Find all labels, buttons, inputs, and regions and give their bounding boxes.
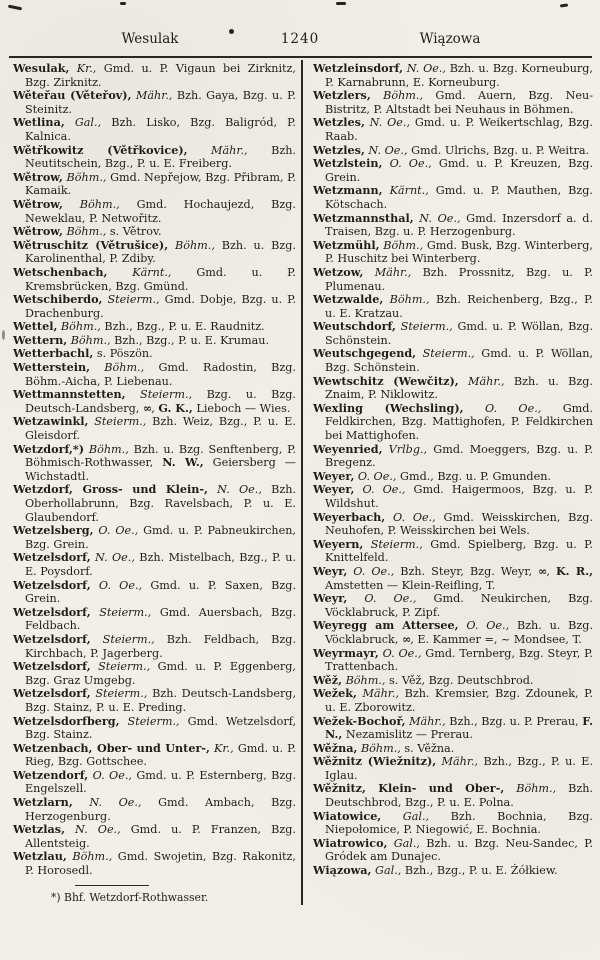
entry-bold-text: Weyern,: [313, 536, 364, 551]
gazetteer-entry: [13, 579, 296, 606]
entry-text: Bzh., Bzg., P. u. E. Iglau.: [325, 755, 594, 782]
entry-text: Gmd. Ambach, Bzg. Herzogenburg.: [25, 796, 296, 823]
entry-region-abbrev: O. Oe.,: [385, 510, 436, 524]
entry-text: s. Pöszön.: [93, 347, 153, 361]
entry-bold-text: Weutschdorf,: [313, 319, 396, 334]
entry-region-abbrev: Steierm.,: [363, 537, 423, 551]
entry-text: , E. Kammer =, ~ Mondsee, T.: [410, 632, 582, 646]
entry-region-abbrev: N. Oe.,: [364, 143, 408, 157]
gazetteer-entry: [313, 619, 593, 646]
entry-text: Nezamislitz — Prerau.: [342, 728, 473, 742]
entry-bold-text: Wewtschitz (Wewčitz),: [313, 373, 459, 388]
entry-region-abbrev: Böhm.,: [66, 850, 113, 864]
entry-text: Gmd. u. P. Franzen, Bzg. Allentsteig.: [25, 823, 296, 850]
entry-region-abbrev: Kärnt.,: [382, 184, 429, 198]
entry-text: Gmd. Auersbach, Bzg. Feldbach.: [25, 605, 297, 633]
entry-text: Bzh. u. Bzg. Senftenberg, P. Böhmisch-Rothwasser,: [25, 442, 296, 470]
entry-bold-text: Wetzelsberg,: [13, 523, 94, 538]
gazetteer-entry: [13, 415, 296, 442]
gazetteer-entry: [13, 769, 296, 796]
entry-text: Bzh. Feldbach, Bzg. Kirchbach, P. Jagerberg.: [25, 632, 297, 660]
gazetteer-entry: [13, 144, 296, 171]
entry-bold-text: Weyregg am Attersee,: [313, 618, 459, 633]
entry-region-abbrev: Mähr.,: [436, 755, 479, 769]
entry-bold-text: Weyenried,: [313, 441, 383, 456]
entry-region-abbrev: O. Oe.,: [382, 157, 432, 171]
gazetteer-entry: [313, 483, 593, 510]
gazetteer-entry: [13, 524, 296, 551]
entry-region-abbrev: Steierm.,: [90, 632, 155, 646]
header-first-entry: Wesulak: [121, 31, 179, 47]
column-divider: [301, 60, 303, 905]
entry-text: Gmd. Inzersdorf a. d. Traisen, Bzg. u. P. Herzogenburg.: [325, 211, 593, 239]
entry-text: Bzh. Reichenberg, Bzg., P. u. E. Kratzau.: [325, 293, 593, 320]
entry-text: Bzh. Deutsch-Landsberg, Bzg. Stainz, P. u. E. Preding.: [25, 687, 297, 714]
gazetteer-entry: [13, 687, 296, 714]
gazetteer-entry: [13, 89, 296, 116]
entry-bold-text: Wetschenbach,: [13, 264, 108, 279]
entry-text: Gmd. Ulrichs, Bzg. u. P. Weitra.: [407, 143, 590, 157]
gazetteer-entry: [313, 687, 593, 714]
entry-region-abbrev: Steierm.,: [416, 347, 475, 361]
entry-region-abbrev: O. Oe.,: [347, 564, 395, 578]
entry-bold-text: Wetzelsdorf,: [13, 659, 91, 674]
entry-region-abbrev: O. Oe.,: [354, 469, 397, 483]
entry-region-abbrev: Steierm.,: [90, 660, 151, 674]
entry-bold-text: Wetlina,: [13, 115, 65, 130]
gazetteer-entry: [313, 116, 593, 143]
entry-bold-text: Wetzdorf,*): [13, 441, 85, 456]
column-right: [313, 62, 593, 878]
column-left: [13, 62, 296, 904]
entry-text: Gmd. Dobje, Bzg. u. P. Drachenburg.: [25, 293, 297, 320]
gazetteer-entry: [13, 443, 296, 484]
entry-bold-text: Wetzdorf, Gross- und Klein-,: [13, 482, 208, 497]
gazetteer-entry: [13, 483, 296, 524]
entry-text: Bzh., Bzg., P. u. E. Krumau.: [110, 333, 270, 347]
scan-speck: [120, 2, 126, 5]
entry-bold-text: Wetzelsdorf,: [13, 604, 91, 619]
gazetteer-entry: [313, 864, 593, 878]
entry-bold-text: Weyr,: [313, 563, 348, 578]
gazetteer-entry: [313, 647, 593, 674]
entry-text: Gmd. u. P. Kremsbrücken, Bzg. Gmünd.: [25, 265, 296, 293]
entry-bold-text: Wetzlas,: [13, 822, 65, 837]
entry-text: Gmd. u. P. Mauthen, Bzg. Kötschach.: [325, 184, 593, 211]
gazetteer-entry: [313, 184, 593, 211]
entry-region-abbrev: Böhm.,: [379, 238, 424, 252]
entry-region-abbrev: Böhm.,: [62, 225, 107, 239]
gazetteer-entry: [313, 89, 593, 116]
gazetteer-entry: [13, 293, 296, 320]
gazetteer-entry: [313, 565, 593, 592]
entry-text: Bzh. Bochnia, Bzg. Niepołomice, P. Niegowić, E. Bochnia.: [325, 809, 593, 837]
entry-region-abbrev: Steierm.,: [395, 320, 453, 334]
entry-bold-text: Wěž,: [313, 672, 343, 687]
gazetteer-entry: [313, 810, 593, 837]
entry-text: Gmd. u. P. Saxen, Bzg. Grein.: [25, 578, 296, 606]
entry-region-abbrev: Kr.,: [69, 62, 97, 75]
gazetteer-entry: [313, 375, 593, 402]
gazetteer-entry: [13, 715, 296, 742]
page-number: 1240: [280, 31, 320, 47]
gazetteer-entry: [313, 837, 593, 864]
entry-bold-text: Wiatowice,: [313, 808, 382, 823]
entry-region-abbrev: Gal.,: [64, 116, 102, 130]
entry-text: Bzh. Oberhollabrunn, Bzg. Ravelsbach, P. u. E. Glaubendorf.: [25, 483, 296, 524]
entry-bold-text: Wiatrowico,: [313, 835, 388, 850]
entry-text: Gmd. Moeggers, Bzg. u. P. Bregenz.: [325, 442, 593, 470]
entry-text: Gmd. Spielberg, Bzg. u. P. Knittelfeld.: [325, 537, 593, 565]
entry-region-abbrev: Böhm.,: [168, 238, 215, 252]
gazetteer-entry: [13, 742, 296, 769]
entry-bold-text: Wetzmann,: [313, 183, 383, 198]
gazetteer-entry: [313, 538, 593, 565]
entry-text: Gmd. u. P. Pabneukirchen, Bzg. Grein.: [25, 524, 296, 551]
footnote-rule: [75, 885, 149, 886]
entry-text: Gmd. Hochaujezd, Bzg. Neweklau, P. Netwořitz.: [25, 197, 296, 225]
entry-bold-text: Wettmannstetten,: [13, 387, 126, 402]
gazetteer-entry: [13, 796, 296, 823]
entry-text: Gmd. u. P. Wöllan, Bzg. Schönstein.: [325, 347, 594, 375]
entry-bold-text: Wetzelsdorfberg,: [13, 713, 120, 728]
gazetteer-entry: [313, 239, 593, 266]
entry-text: Gmd. Wetzelsdorf, Bzg. Stainz.: [25, 714, 296, 742]
entry-bold-text: Weyerbach,: [313, 509, 386, 524]
entry-bold-text: Wexling (Wechsling),: [313, 400, 464, 415]
railway-icon: ∞: [401, 631, 411, 646]
entry-region-abbrev: Böhm.,: [89, 361, 145, 375]
entry-bold-text: Wetzles,: [313, 142, 365, 157]
entry-bold-text: F. N.,: [325, 713, 593, 742]
entry-text: s. Věž, Bzg. Deutschbrod.: [385, 673, 534, 687]
gazetteer-entry: [13, 660, 296, 687]
scan-speck: [336, 2, 346, 5]
entry-region-abbrev: Kr.,: [209, 741, 234, 755]
entry-bold-text: Wežek,: [313, 686, 357, 701]
gazetteer-entry: [13, 320, 296, 334]
entry-region-abbrev: Gal.,: [371, 864, 402, 878]
entry-text: Amstetten — Klein-Reifling, T.: [325, 578, 496, 592]
entry-text: Bzh. u. Bzg. Znaim, P. Niklowitz.: [325, 374, 593, 402]
gazetteer-entry: [13, 388, 296, 415]
entry-region-abbrev: Steierm.,: [102, 293, 160, 307]
entry-region-abbrev: O. Oe.,: [354, 483, 406, 497]
entry-text: Geiersberg — Wichstadtl.: [25, 456, 296, 483]
entry-text: ,: [546, 564, 556, 578]
entry-region-abbrev: Böhm.,: [62, 197, 120, 211]
entry-region-abbrev: Böhm.,: [383, 293, 430, 307]
entry-region-abbrev: Mähr.,: [363, 265, 412, 279]
entry-bold-text: Weutschgegend,: [313, 346, 417, 361]
entry-region-abbrev: O. Oe.,: [463, 401, 542, 415]
entry-bold-text: Wetzelsdorf,: [13, 550, 91, 565]
entry-bold-text: Wetzow,: [313, 264, 364, 279]
gazetteer-entry: [313, 742, 593, 756]
gazetteer-entry: [13, 361, 296, 388]
header-rule: [9, 56, 592, 58]
entry-text: Bzh. Neutitschein, Bzg., P. u. E. Freiberg.: [25, 143, 296, 171]
gazetteer-entry: [13, 266, 296, 293]
gazetteer-entry: [13, 225, 296, 239]
entry-bold-text: Wetzleinsdorf,: [313, 61, 403, 75]
entry-bold-text: Wětrow,: [13, 169, 63, 184]
entry-bold-text: Wesulak,: [13, 61, 70, 75]
entry-region-abbrev: Böhm.,: [342, 673, 386, 687]
entry-region-abbrev: Böhm.,: [84, 442, 129, 456]
entry-region-abbrev: Mähr.,: [356, 687, 400, 701]
entry-bold-text: Wětřkowitz (Větřkovice),: [13, 142, 188, 157]
entry-text: Bzh. Steyr, Bzg. Weyr,: [394, 564, 539, 578]
entry-bold-text: Wetzlstein,: [313, 156, 383, 171]
entry-region-abbrev: Mähr.,: [187, 143, 248, 157]
entry-region-abbrev: Vrlbg.,: [382, 442, 428, 456]
gazetteer-entry: [313, 293, 593, 320]
entry-text: Gmd. u. P. Esternberg, Bzg. Engelszell.: [25, 768, 296, 796]
entry-text: Gmd. Ternberg, Bzg. Steyr, P. Trattenbach.: [325, 646, 593, 674]
entry-text: Bzh. u. Bzg. Korneuburg, P. Karnabrunn, E. Korneuburg.: [325, 62, 593, 89]
entry-region-abbrev: O. Oe.,: [378, 646, 422, 660]
entry-region-abbrev: Steierm.,: [125, 388, 193, 402]
gazetteer-entry: [313, 320, 593, 347]
entry-text: Gmd. u. P. Wöllan, Bzg. Schönstein.: [325, 320, 594, 347]
entry-text: Gmd. Busk, Bzg. Winterberg, P. Huschitz bei Winterberg.: [325, 238, 593, 266]
entry-text: Gmd. u. P. Rieg, Bzg. Gottschee.: [25, 741, 296, 769]
gazetteer-entry: [313, 782, 593, 809]
entry-bold-text: Wěteřau (Věteřov),: [13, 88, 132, 103]
header-last-entry: Wiązowa: [419, 31, 481, 47]
entry-bold-text: Weyr,: [313, 591, 348, 606]
entry-bold-text: Wetschiberdo,: [13, 292, 103, 307]
gazetteer-entry: [313, 157, 593, 184]
entry-region-abbrev: Mähr.,: [131, 89, 173, 103]
entry-region-abbrev: Steierm.,: [119, 714, 180, 728]
entry-text: Bzh. u. Bzg. Vöcklabruck,: [325, 619, 594, 646]
entry-text: Gmd. Swojetin, Bzg. Rakonitz, P. Horosedl.: [25, 850, 296, 878]
gazetteer-entry: [313, 674, 593, 688]
gazetteer-entry: [313, 511, 593, 538]
entry-bold-text: K. R.,: [555, 563, 593, 578]
entry-bold-text: Wetzelsdorf,: [13, 686, 91, 701]
entry-region-abbrev: Gal.,: [381, 809, 430, 823]
entry-text: Gmd. u. P. Kreuzen, Bzg. Grein.: [325, 157, 594, 184]
gazetteer-entry: [313, 144, 593, 158]
entry-text: Gmd. u. P. Eggenberg, Bzg. Graz Umgebg.: [25, 660, 296, 687]
entry-bold-text: Wetterbachl,: [13, 346, 94, 361]
entry-bold-text: Wetzenbach, Ober- und Unter-,: [13, 740, 210, 755]
gazetteer-entry: [313, 402, 593, 443]
entry-text: Bzh., Bzg. u. P. Prerau,: [445, 714, 583, 728]
entry-text: s. Větrov.: [106, 225, 162, 239]
entry-bold-text: Wětrow,: [13, 224, 63, 239]
entry-bold-text: Wetzelsdorf,: [13, 631, 91, 646]
gazetteer-entry: [13, 850, 296, 877]
entry-region-abbrev: Steierm.,: [90, 605, 152, 619]
entry-bold-text: Wetzmannsthal,: [313, 210, 414, 225]
entry-bold-text: Wetzles,: [313, 115, 365, 130]
entry-bold-text: Wiązowa,: [313, 863, 372, 878]
gazetteer-entry: [13, 198, 296, 225]
entry-text: Bzh. Deutschbrod, Bzg., P. u. E. Polna.: [325, 782, 593, 810]
entry-region-abbrev: O. Oe.,: [90, 578, 143, 592]
entry-text: Bzh. Kremsier, Bzg. Zdounek, P. u. E. Zborowitz.: [325, 687, 593, 714]
gazetteer-entry: [13, 551, 296, 578]
entry-bold-text: Wetzmühl,: [313, 237, 380, 252]
entry-text: Gmd. u. P. Weikertschlag, Bzg. Raab.: [325, 116, 593, 143]
entry-region-abbrev: Böhm.,: [62, 170, 107, 184]
entry-bold-text: Weyer,: [313, 482, 355, 497]
gazetteer-entry: [313, 266, 593, 293]
entry-text: Bzh., Bzg., P. u. E. Raudnitz.: [100, 320, 265, 334]
entry-text: s. Věžna.: [400, 741, 455, 755]
entry-text: Bzh. Mistelbach, Bzg., P. u. E. Poysdorf.: [25, 551, 297, 578]
entry-region-abbrev: N. Oe.,: [90, 551, 135, 565]
entry-bold-text: Wežek-Bochoř,: [313, 713, 406, 728]
gazetteer-entry: [313, 715, 593, 742]
entry-bold-text: Wětrow,: [13, 196, 63, 211]
gazetteer-entry: [13, 823, 296, 850]
entry-region-abbrev: Böhm.,: [357, 741, 401, 755]
entry-text: Gmd. u. P. Vigaun bei Zirknitz, Bzg. Zirknitz.: [25, 62, 296, 89]
entry-region-abbrev: Böhm.,: [504, 782, 557, 796]
gazetteer-entry: [313, 443, 593, 470]
scan-speck: [2, 330, 5, 340]
entry-text: Bzh., Bzg., P. u. E. Żółkiew.: [401, 864, 558, 878]
gazetteer-entry: [313, 212, 593, 239]
entry-region-abbrev: Steierm.,: [90, 687, 148, 701]
gazetteer-entry: [313, 470, 593, 484]
entry-bold-text: Wětruschitz (Větrušice),: [13, 237, 169, 252]
gazetteer-entry: [13, 633, 296, 660]
entry-region-abbrev: N. Oe.,: [364, 116, 411, 130]
entry-region-abbrev: N. Oe.,: [207, 483, 262, 497]
entry-text: Gmd. Neukirchen, Bzg. Vöcklabruck, P. Zipf.: [325, 592, 593, 619]
entry-region-abbrev: Böhm.,: [67, 333, 111, 347]
scan-speck: [8, 5, 22, 11]
entry-text: Bzh. Prossnitz, Bzg. u. P. Plumenau.: [325, 265, 593, 293]
entry-text: Bzg. u. Bzg. Deutsch-Landsberg,: [25, 388, 296, 415]
entry-text: Gmd. Nepřejow, Bzg. Přibram, P. Kamaik.: [25, 170, 296, 198]
gazetteer-entry: [13, 606, 296, 633]
entry-bold-text: Wěžnitz, Klein- und Ober-,: [313, 781, 505, 796]
gazetteer-entry: [13, 239, 296, 266]
entry-bold-text: Wěžnitz (Wiežnitz),: [313, 754, 437, 769]
entry-region-abbrev: N. Oe.,: [413, 211, 461, 225]
entry-bold-text: Wetzawinkl,: [13, 414, 89, 429]
entry-text: ,: [151, 401, 159, 415]
entry-text: Bzh. Lisko, Bzg. Baligród, P. Kalnica.: [25, 116, 296, 143]
entry-bold-text: Weyrmayr,: [313, 645, 379, 660]
entry-bold-text: N. W.,: [162, 455, 204, 470]
entry-region-abbrev: Mähr.,: [405, 714, 446, 728]
entry-text: Bzh. u. Bzg. Neu-Sandec, P. Gródek am Dunajec.: [325, 836, 594, 864]
entry-region-abbrev: Mähr.,: [458, 374, 505, 388]
entry-region-abbrev: O. Oe.,: [88, 768, 132, 782]
entry-region-abbrev: Böhm.,: [370, 89, 424, 103]
gazetteer-entry: [313, 62, 593, 89]
footnote: *) Bhf. Wetzdorf-Rothwasser.: [51, 890, 209, 904]
entry-bold-text: Wetzlau,: [13, 849, 67, 864]
railway-icon: ∞: [142, 400, 152, 415]
scan-speck: [560, 3, 568, 7]
entry-bold-text: Wetzlarn,: [13, 795, 73, 810]
entry-text: Bzh. u. Bzg. Karolinenthal, P. Zdiby.: [25, 238, 296, 266]
entry-region-abbrev: Böhm.,: [57, 320, 101, 334]
gazetteer-entry: [313, 755, 593, 782]
gazetteer-entry: [313, 347, 593, 374]
entry-region-abbrev: O. Oe.,: [458, 619, 510, 633]
gazetteer-entry: [13, 334, 296, 348]
entry-region-abbrev: Gal.,: [387, 836, 420, 850]
gazetteer-entry: [13, 171, 296, 198]
entry-bold-text: Wěžna,: [313, 740, 358, 755]
entry-region-abbrev: Steierm.,: [88, 415, 147, 429]
entry-text: Gmd. Feldkirchen, Bzg. Mattighofen, P. Feldkirchen bei Mattighofen.: [325, 401, 593, 443]
gazetteer-entry: [13, 347, 296, 361]
entry-region-abbrev: N. Oe.,: [72, 796, 142, 810]
entry-text: Lieboch — Wies.: [192, 401, 291, 415]
entry-text: Gmd. Haigermoos, Bzg. u. P. Wildshut.: [325, 483, 593, 510]
entry-bold-text: Wetzelsdorf,: [13, 577, 91, 592]
entry-region-abbrev: N. Oe.,: [64, 823, 121, 837]
entry-text: Gmd. Weisskirchen, Bzg. Neuhofen, P. Weisskirchen bei Wels.: [325, 510, 594, 538]
entry-bold-text: Wetzlers,: [313, 88, 371, 103]
entry-text: Gmd. Radostin, Bzg. Böhm.-Aicha, P. Liebenau.: [25, 361, 296, 388]
running-header: [0, 31, 600, 49]
entry-bold-text: Wetzendorf,: [13, 767, 89, 782]
entry-region-abbrev: N. Oe.,: [402, 62, 446, 75]
entry-bold-text: Wetterstein,: [13, 360, 90, 375]
gazetteer-entry: [13, 62, 296, 89]
entry-bold-text: Wettel,: [13, 319, 58, 334]
railway-icon: ∞: [538, 563, 547, 578]
gazetteer-entry: [313, 592, 593, 619]
entry-bold-text: G. K.,: [158, 400, 193, 415]
entry-bold-text: Weyer,: [313, 468, 355, 483]
entry-region-abbrev: O. Oe.,: [93, 524, 139, 538]
entry-region-abbrev: Kärnt.,: [107, 265, 172, 279]
entry-text: Gmd., Bzg. u. P. Gmunden.: [396, 469, 551, 483]
entry-bold-text: Wettern,: [13, 332, 68, 347]
entry-bold-text: Wetzwalde,: [313, 292, 384, 307]
entry-region-abbrev: O. Oe.,: [347, 592, 417, 606]
gazetteer-entry: [13, 116, 296, 143]
entry-text: Gmd. Auern, Bzg. Neu-Bistritz, P. Altstadt bei Neuhaus in Böhmen.: [325, 89, 593, 116]
entry-text: Bzh. Gaya, Bzg. u. P. Steinitz.: [25, 89, 296, 116]
entry-text: Bzh. Weiz, Bzg., P. u. E. Gleisdorf.: [25, 415, 297, 443]
